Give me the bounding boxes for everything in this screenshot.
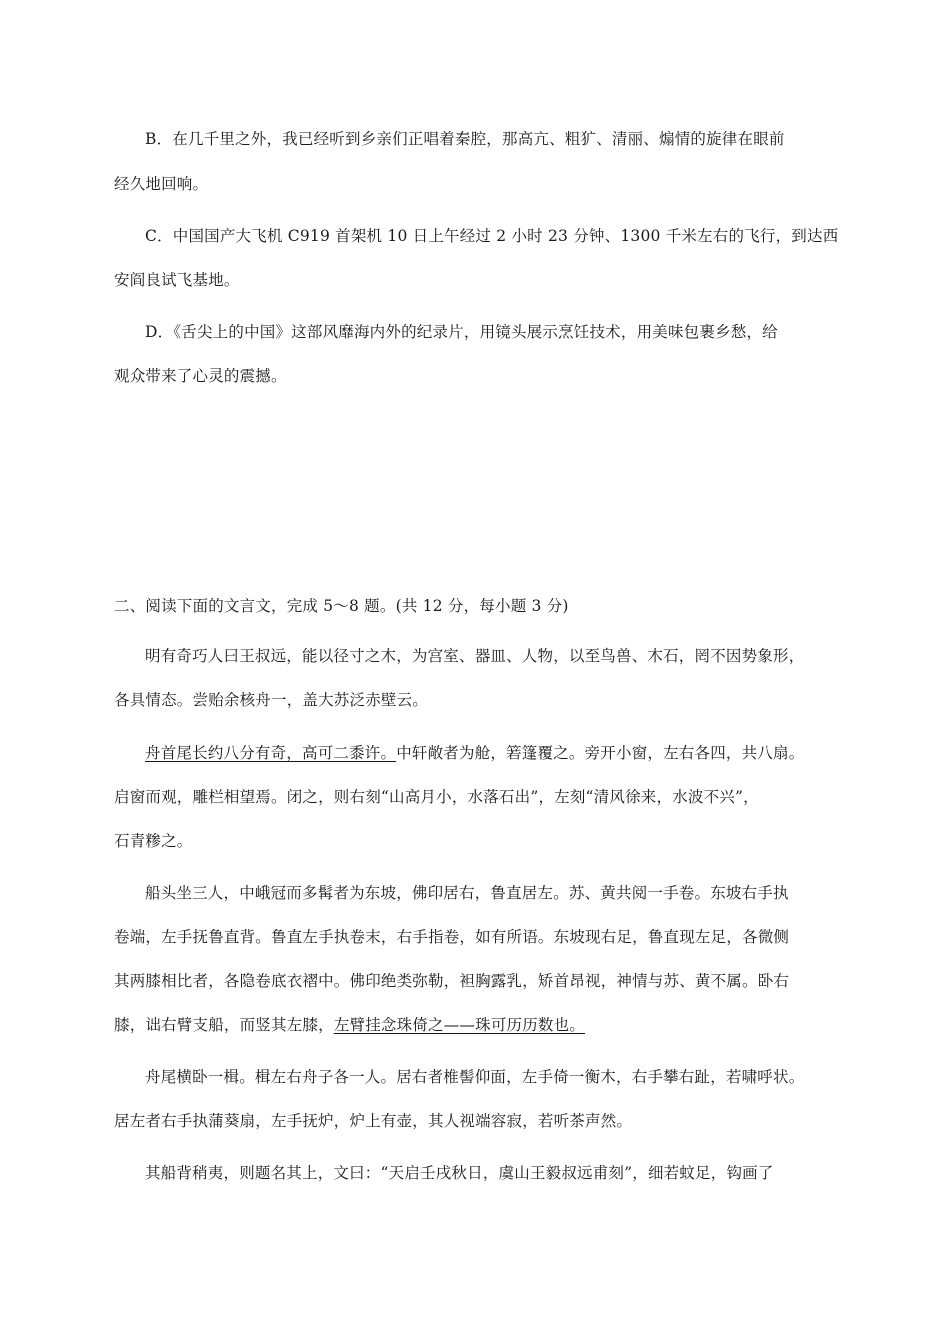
option-b-line-1: B．在几千里之外，我已经听到乡亲们正唱着秦腔，那高亢、粗犷、清丽、煽情的旋律在眼前 [145, 130, 785, 148]
option-c-line-1: C．中国国产大飞机 C919 首架机 10 日上午经过 2 小时 23 分钟、1300 千米左右的飞行，到达西 [145, 227, 839, 245]
passage-p3-line-4-plain: 膝，诎右臂支船，而竖其左膝， [114, 1016, 334, 1034]
passage-p3-line-4 [114, 1015, 585, 1035]
section-2-heading: 二、阅读下面的文言文，完成 5～8 题。(共 12 分，每小题 3 分) [114, 597, 569, 615]
passage-p2-line-3: 石青糁之。 [114, 832, 193, 850]
option-b-line-2: 经久地回响。 [114, 175, 209, 193]
passage-p3-line-3: 其两膝相比者，各隐卷底衣褶中。佛印绝类弥勒，袒胸露乳，矫首昂视，神情与苏、黄不属。卧右 [114, 972, 790, 990]
passage-p3-line-2: 卷端，左手抚鲁直背。鲁直左手执卷末，右手指卷，如有所语。东坡现右足，鲁直现左足，各微侧 [114, 928, 790, 946]
passage-p2-line-2: 启窗而观，雕栏相望焉。闭之，则右刻“山高月小，水落石出”，左刻“清风徐来，水波不兴”， [114, 788, 759, 806]
passage-p4-line-1: 舟尾横卧一楫。楫左右舟子各一人。居右者椎髻仰面，左手倚一衡木，右手攀右趾，若啸呼状。 [145, 1068, 805, 1086]
passage-p3-line-1: 船头坐三人，中峨冠而多髯者为东坡，佛印居右，鲁直居左。苏、黄共阅一手卷。东坡右手执 [145, 884, 789, 902]
passage-p1-line-1: 明有奇巧人曰王叔远，能以径寸之木，为宫室、器皿、人物，以至鸟兽、木石，罔不因势象形， [145, 647, 805, 665]
option-c-line-2: 安阎良试飞基地。 [114, 271, 240, 289]
passage-p1-line-2: 各具情态。尝贻余核舟一，盖大苏泛赤壁云。 [114, 691, 429, 709]
underlined-sentence-2: 左臂挂念珠倚之——珠可历历数也。 [333, 1016, 586, 1034]
passage-p4-line-2: 居左者右手执蒲葵扇，左手抚炉，炉上有壶，其人视端容寂，若听茶声然。 [114, 1112, 633, 1130]
passage-p5-line-1: 其船背稍夷，则题名其上，文曰：“天启壬戌秋日，虞山王毅叔远甫刻”，细若蚊足，钩画了 [145, 1164, 774, 1182]
option-d-line-2: 观众带来了心灵的震撼。 [114, 367, 287, 385]
passage-p2-line-1 [145, 743, 804, 763]
option-d-line-1: D．《舌尖上的中国》这部风靡海内外的纪录片，用镜头展示烹饪技术，用美味包裹乡愁，给 [145, 323, 778, 341]
underlined-sentence-1: 舟首尾长约八分有奇，高可二黍许。 [145, 744, 397, 762]
passage-p2-line-1-rest: 中轩敞者为舱，箬篷覆之。旁开小窗，左右各四，共八扇。 [396, 744, 805, 762]
